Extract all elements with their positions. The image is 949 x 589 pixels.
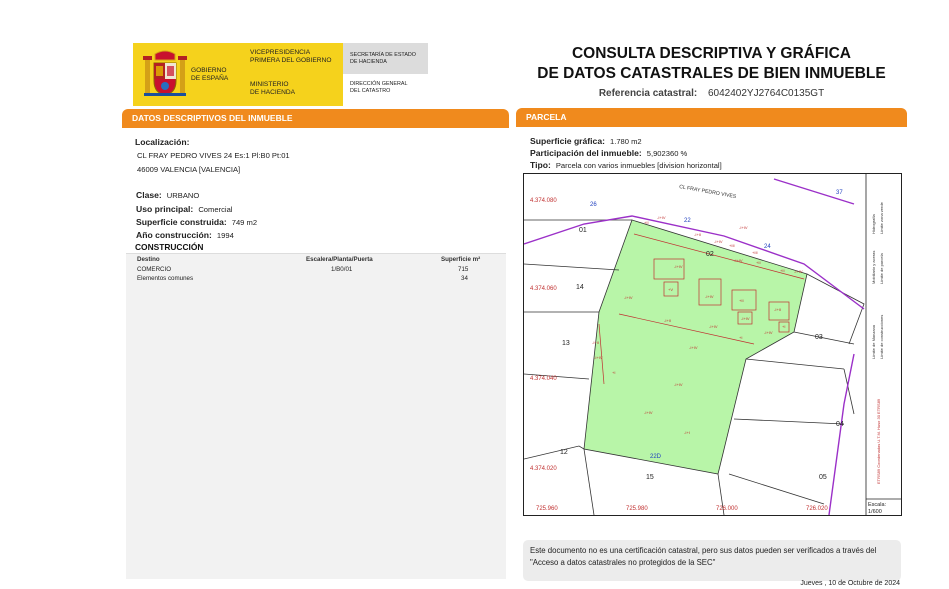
building-label: +I	[782, 324, 786, 329]
clase-value: URBANO	[166, 191, 200, 200]
building-label: -I+IV	[644, 410, 653, 415]
building-label: +II	[756, 260, 761, 265]
map-legend	[871, 201, 884, 484]
ministerio-text: MINISTERIO DE HACIENDA	[250, 81, 296, 96]
building-label: -I+II	[774, 307, 782, 312]
column-header-superficie: Superficie m²	[441, 256, 481, 263]
building-label: -I+IV	[674, 382, 683, 387]
uso-label: Uso principal:	[136, 204, 194, 214]
building-label: -I+IV	[739, 225, 748, 230]
street-number: 26	[590, 202, 597, 208]
y-coordinate-label: 4.374.080	[530, 198, 557, 204]
anio-row	[136, 225, 234, 243]
building-label: +I	[612, 370, 616, 375]
cadastral-reference-label: Referencia catastral:	[598, 88, 698, 99]
building-label: -I+IV	[705, 294, 714, 299]
superficie-value: 749 m2	[231, 218, 258, 227]
anio-value: 1994	[216, 231, 234, 240]
legend-item: Límite de Manzana	[871, 324, 876, 359]
building-label: -I+IV	[764, 330, 773, 335]
parcel-number: 14	[576, 284, 584, 291]
legend-item: Límite zona verde	[879, 202, 884, 234]
anio-label: Año construcción:	[136, 230, 212, 240]
building-label: +II	[739, 298, 744, 303]
address-line-1: CL FRAY PEDRO VIVES 24 Es:1 Pl:B0 Pt:01	[137, 151, 290, 160]
page-title: CONSULTA DESCRIPTIVA Y GRÁFICA DE DATOS CATASTRALES DE BIEN INMUEBLE	[537, 45, 886, 82]
building-label: -I+II	[592, 340, 600, 345]
vicepresidencia-text: VICEPRESIDENCIA PRIMERA DEL GOBIERNO	[250, 49, 332, 64]
parcel-number: 02	[706, 251, 714, 258]
column-header-destino: Destino	[137, 256, 160, 263]
legend-item: Límite de parcela	[879, 253, 884, 284]
superficie-label: Superficie construida:	[136, 217, 227, 227]
building-label: +I	[739, 335, 743, 340]
construction-table	[126, 253, 506, 579]
building-label: -I+IV	[657, 215, 666, 220]
parcel-number: 01	[579, 227, 587, 234]
tipo-label: Tipo:	[530, 160, 551, 170]
direccion-text: DIRECCIÓN GENERAL DEL CATASTRO	[350, 81, 408, 94]
section-header-parcela: PARCELA	[516, 108, 907, 125]
building-label: -I+IV	[689, 345, 698, 350]
building-label: +II	[644, 220, 649, 225]
parcel-number: 12	[560, 449, 568, 456]
column-header-escalera: Escalera/Planta/Puerta	[306, 256, 373, 263]
y-coordinate-label: 4.374.040	[530, 376, 557, 382]
parcel-number: 04	[836, 421, 844, 428]
building-label: +II	[780, 268, 785, 273]
cadastral-reference-value: 6042402YJ2764C0135GT	[707, 88, 825, 99]
street-name: CL FRAY PEDRO VIVES	[678, 184, 737, 201]
map-canvas	[524, 174, 901, 515]
parcel-number: 03	[815, 334, 823, 341]
section-header-inmueble: DATOS DESCRIPTIVOS DEL INMUEBLE	[122, 109, 509, 126]
building-label: -I+II	[694, 232, 702, 237]
scale-value: 1/600	[868, 509, 882, 515]
section-divider	[516, 125, 907, 127]
building-label: -I+II	[664, 318, 672, 323]
table-cell-superficie: 34	[461, 275, 468, 282]
document-date: Jueves , 10 de Octubre de 2024	[800, 580, 900, 587]
table-cell-destino: COMERCIO	[137, 266, 172, 273]
street-number: 24	[764, 244, 771, 250]
government-header	[133, 43, 428, 106]
building-label: -I+IV	[674, 264, 683, 269]
building-label: +V	[668, 287, 674, 292]
projection-text: ETRS89 Coordenadas U.T.M. Huso 30 ETRS89	[876, 398, 881, 484]
section-divider	[122, 126, 509, 128]
cadastral-map	[523, 173, 902, 516]
disclaimer-note: Este documento no es una certificación catastral, pero sus datos pueden ser verificados a través del "Acceso a datos catastrales no protegidos de la SEC"	[523, 540, 901, 581]
participacion-label: Participación del inmueble:	[530, 148, 642, 158]
sup-grafica-value: 1.780 m2	[609, 137, 642, 146]
street-number: 22	[684, 218, 691, 224]
tipo-row	[530, 155, 722, 173]
construccion-title: CONSTRUCCIÓN	[135, 242, 204, 252]
building-label: +III	[752, 250, 758, 255]
tipo-value: Parcela con varios inmuebles [division horizontal]	[555, 161, 722, 170]
gobierno-text: GOBIERNO DE ESPAÑA	[191, 67, 229, 82]
street-number: 22D	[650, 454, 662, 460]
parcel-number: 15	[646, 474, 654, 481]
clase-label: Clase:	[136, 190, 162, 200]
x-coordinate-label: 726.020	[806, 506, 828, 512]
building-label: -I+I	[684, 430, 690, 435]
building-label: -I+IV	[594, 355, 603, 360]
building-label: -I+IV	[714, 239, 723, 244]
building-label: -I+IV	[734, 258, 743, 263]
legend-item: Límite de construcciones	[879, 314, 884, 359]
parcel-number: 05	[819, 474, 827, 481]
cadastral-reference	[520, 88, 903, 99]
y-coordinate-label: 4.374.020	[530, 466, 557, 472]
street-number: 37	[836, 190, 843, 196]
building-label: +III	[729, 243, 735, 248]
x-coordinate-label: 725.980	[626, 506, 648, 512]
localizacion-label: Localización:	[135, 137, 190, 147]
building-label: -I+IV	[624, 295, 633, 300]
parcel-number: 13	[562, 340, 570, 347]
legend-item: Mobiliario y aceras	[871, 250, 876, 284]
legend-item: Hidrografía	[871, 214, 876, 234]
x-coordinate-label: 725.960	[536, 506, 558, 512]
y-coordinate-label: 4.374.060	[530, 286, 557, 292]
building-label: -I+IV	[741, 316, 750, 321]
x-coordinate-label: 726.000	[716, 506, 738, 512]
table-cell-epp: 1/B0/01	[331, 266, 353, 273]
secretaria-text: SECRETARÍA DE ESTADO DE HACIENDA	[350, 52, 416, 65]
building-label: -I+IV	[794, 269, 803, 274]
building-label: -I+IV	[709, 324, 718, 329]
table-cell-superficie: 715	[458, 266, 469, 273]
participacion-value: 5,902360 %	[646, 149, 688, 158]
coat-of-arms-icon	[141, 49, 189, 101]
scale-label: Escala:	[868, 502, 887, 508]
sup-grafica-label: Superficie gráfica:	[530, 136, 605, 146]
table-cell-destino: Elementos comunes	[137, 275, 194, 282]
address-line-2: 46009 VALENCIA [VALENCIA]	[137, 165, 241, 174]
uso-value: Comercial	[198, 205, 233, 214]
